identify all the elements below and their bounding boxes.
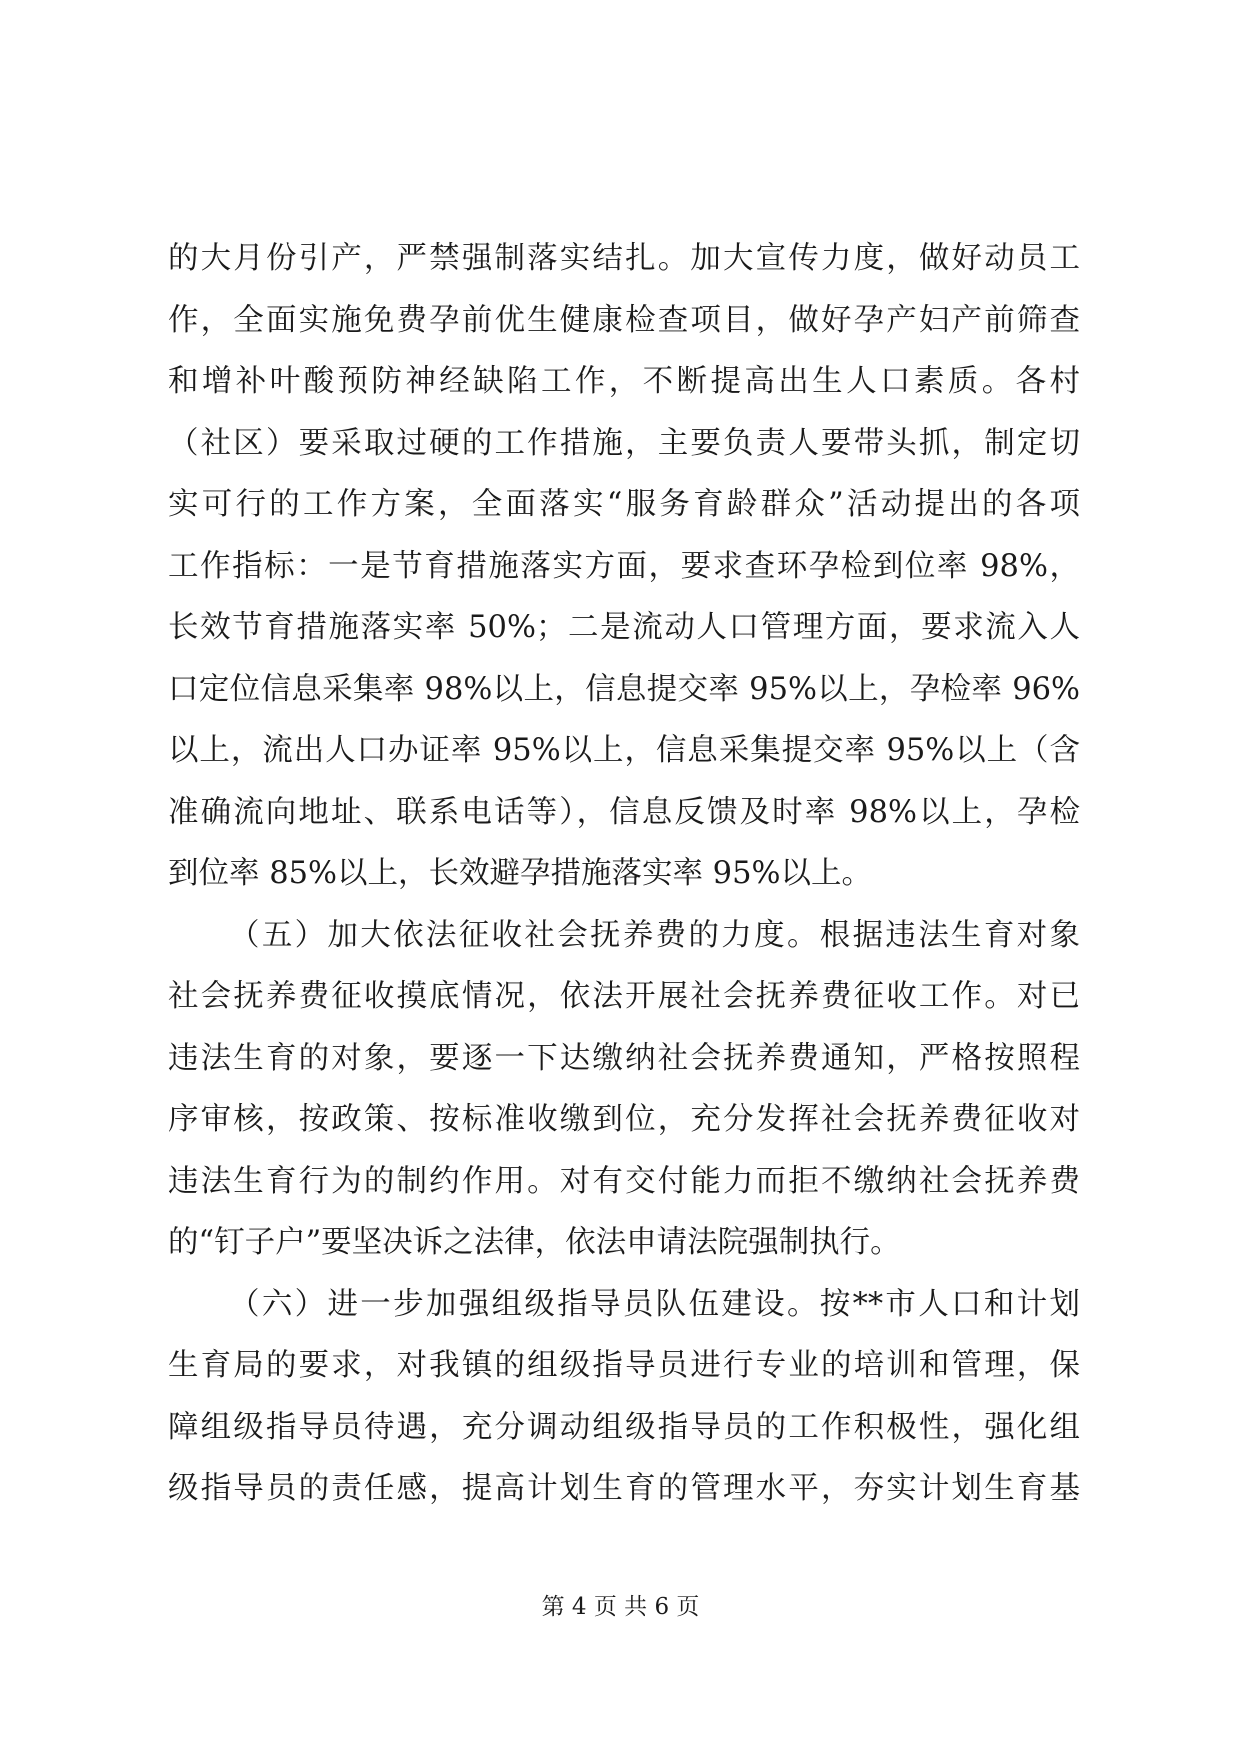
text-line: 口定位信息采集率 98%以上，信息提交率 95%以上，孕检率 96% xyxy=(168,671,1080,707)
text-line: 工作指标：一是节育措施落实方面，要求查环孕检到位率 98%， xyxy=(168,548,1080,584)
text-line: 障组级指导员待遇，充分调动组级指导员的工作积极性，强化组 xyxy=(168,1409,1080,1445)
page-footer xyxy=(0,1592,1241,1622)
text-line: 实可行的工作方案，全面落实“服务育龄群众”活动提出的各项 xyxy=(168,487,1080,522)
paragraph-2 xyxy=(168,905,1080,1274)
text-line: 以上，流出人口办证率 95%以上，信息采集提交率 95%以上（含 xyxy=(168,733,1080,768)
paragraph-1 xyxy=(168,228,1080,905)
text-line: （五）加大依法征收社会抚养费的力度。根据违法生育对象 xyxy=(229,917,1080,953)
text-line: 准确流向地址、联系电话等），信息反馈及时率 98%以上，孕检 xyxy=(168,794,1080,830)
text-line: 的大月份引产，严禁强制落实结扎。加大宣传力度，做好动员工 xyxy=(168,241,1080,276)
text-line: （社区）要采取过硬的工作措施，主要负责人要带头抓，制定切 xyxy=(168,425,1080,461)
page-number-label: 第 4 页 共 6 页 xyxy=(541,1594,700,1620)
text-line: 和增补叶酸预防神经缺陷工作，不断提高出生人口素质。各村 xyxy=(168,364,1080,399)
text-line: 序审核，按政策、按标准收缴到位，充分发挥社会抚养费征收对 xyxy=(168,1102,1080,1137)
text-line: 的“钉子户”要坚决诉之法律，依法申请法院强制执行。 xyxy=(168,1225,901,1260)
text-line: 到位率 85%以上，长效避孕措施落实率 95%以上。 xyxy=(168,856,872,891)
text-line: （六）进一步加强组级指导员队伍建设。按**市人口和计划 xyxy=(229,1286,1080,1322)
text-line: 生育局的要求，对我镇的组级指导员进行专业的培训和管理，保 xyxy=(168,1348,1080,1383)
text-line: 作，全面实施免费孕前优生健康检查项目，做好孕产妇产前筛查 xyxy=(168,302,1080,338)
text-line: 违法生育的对象，要逐一下达缴纳社会抚养费通知，严格按照程 xyxy=(168,1040,1080,1076)
paragraph-3 xyxy=(168,1274,1080,1520)
text-line: 级指导员的责任感，提高计划生育的管理水平，夯实计划生育基 xyxy=(168,1471,1080,1506)
text-line: 长效节育措施落实率 50%；二是流动人口管理方面，要求流入人 xyxy=(168,610,1080,645)
text-line: 社会抚养费征收摸底情况，依法开展社会抚养费征收工作。对已 xyxy=(168,979,1080,1014)
text-line: 违法生育行为的制约作用。对有交付能力而拒不缴纳社会抚养费 xyxy=(168,1163,1080,1199)
body-text xyxy=(168,228,1080,1520)
